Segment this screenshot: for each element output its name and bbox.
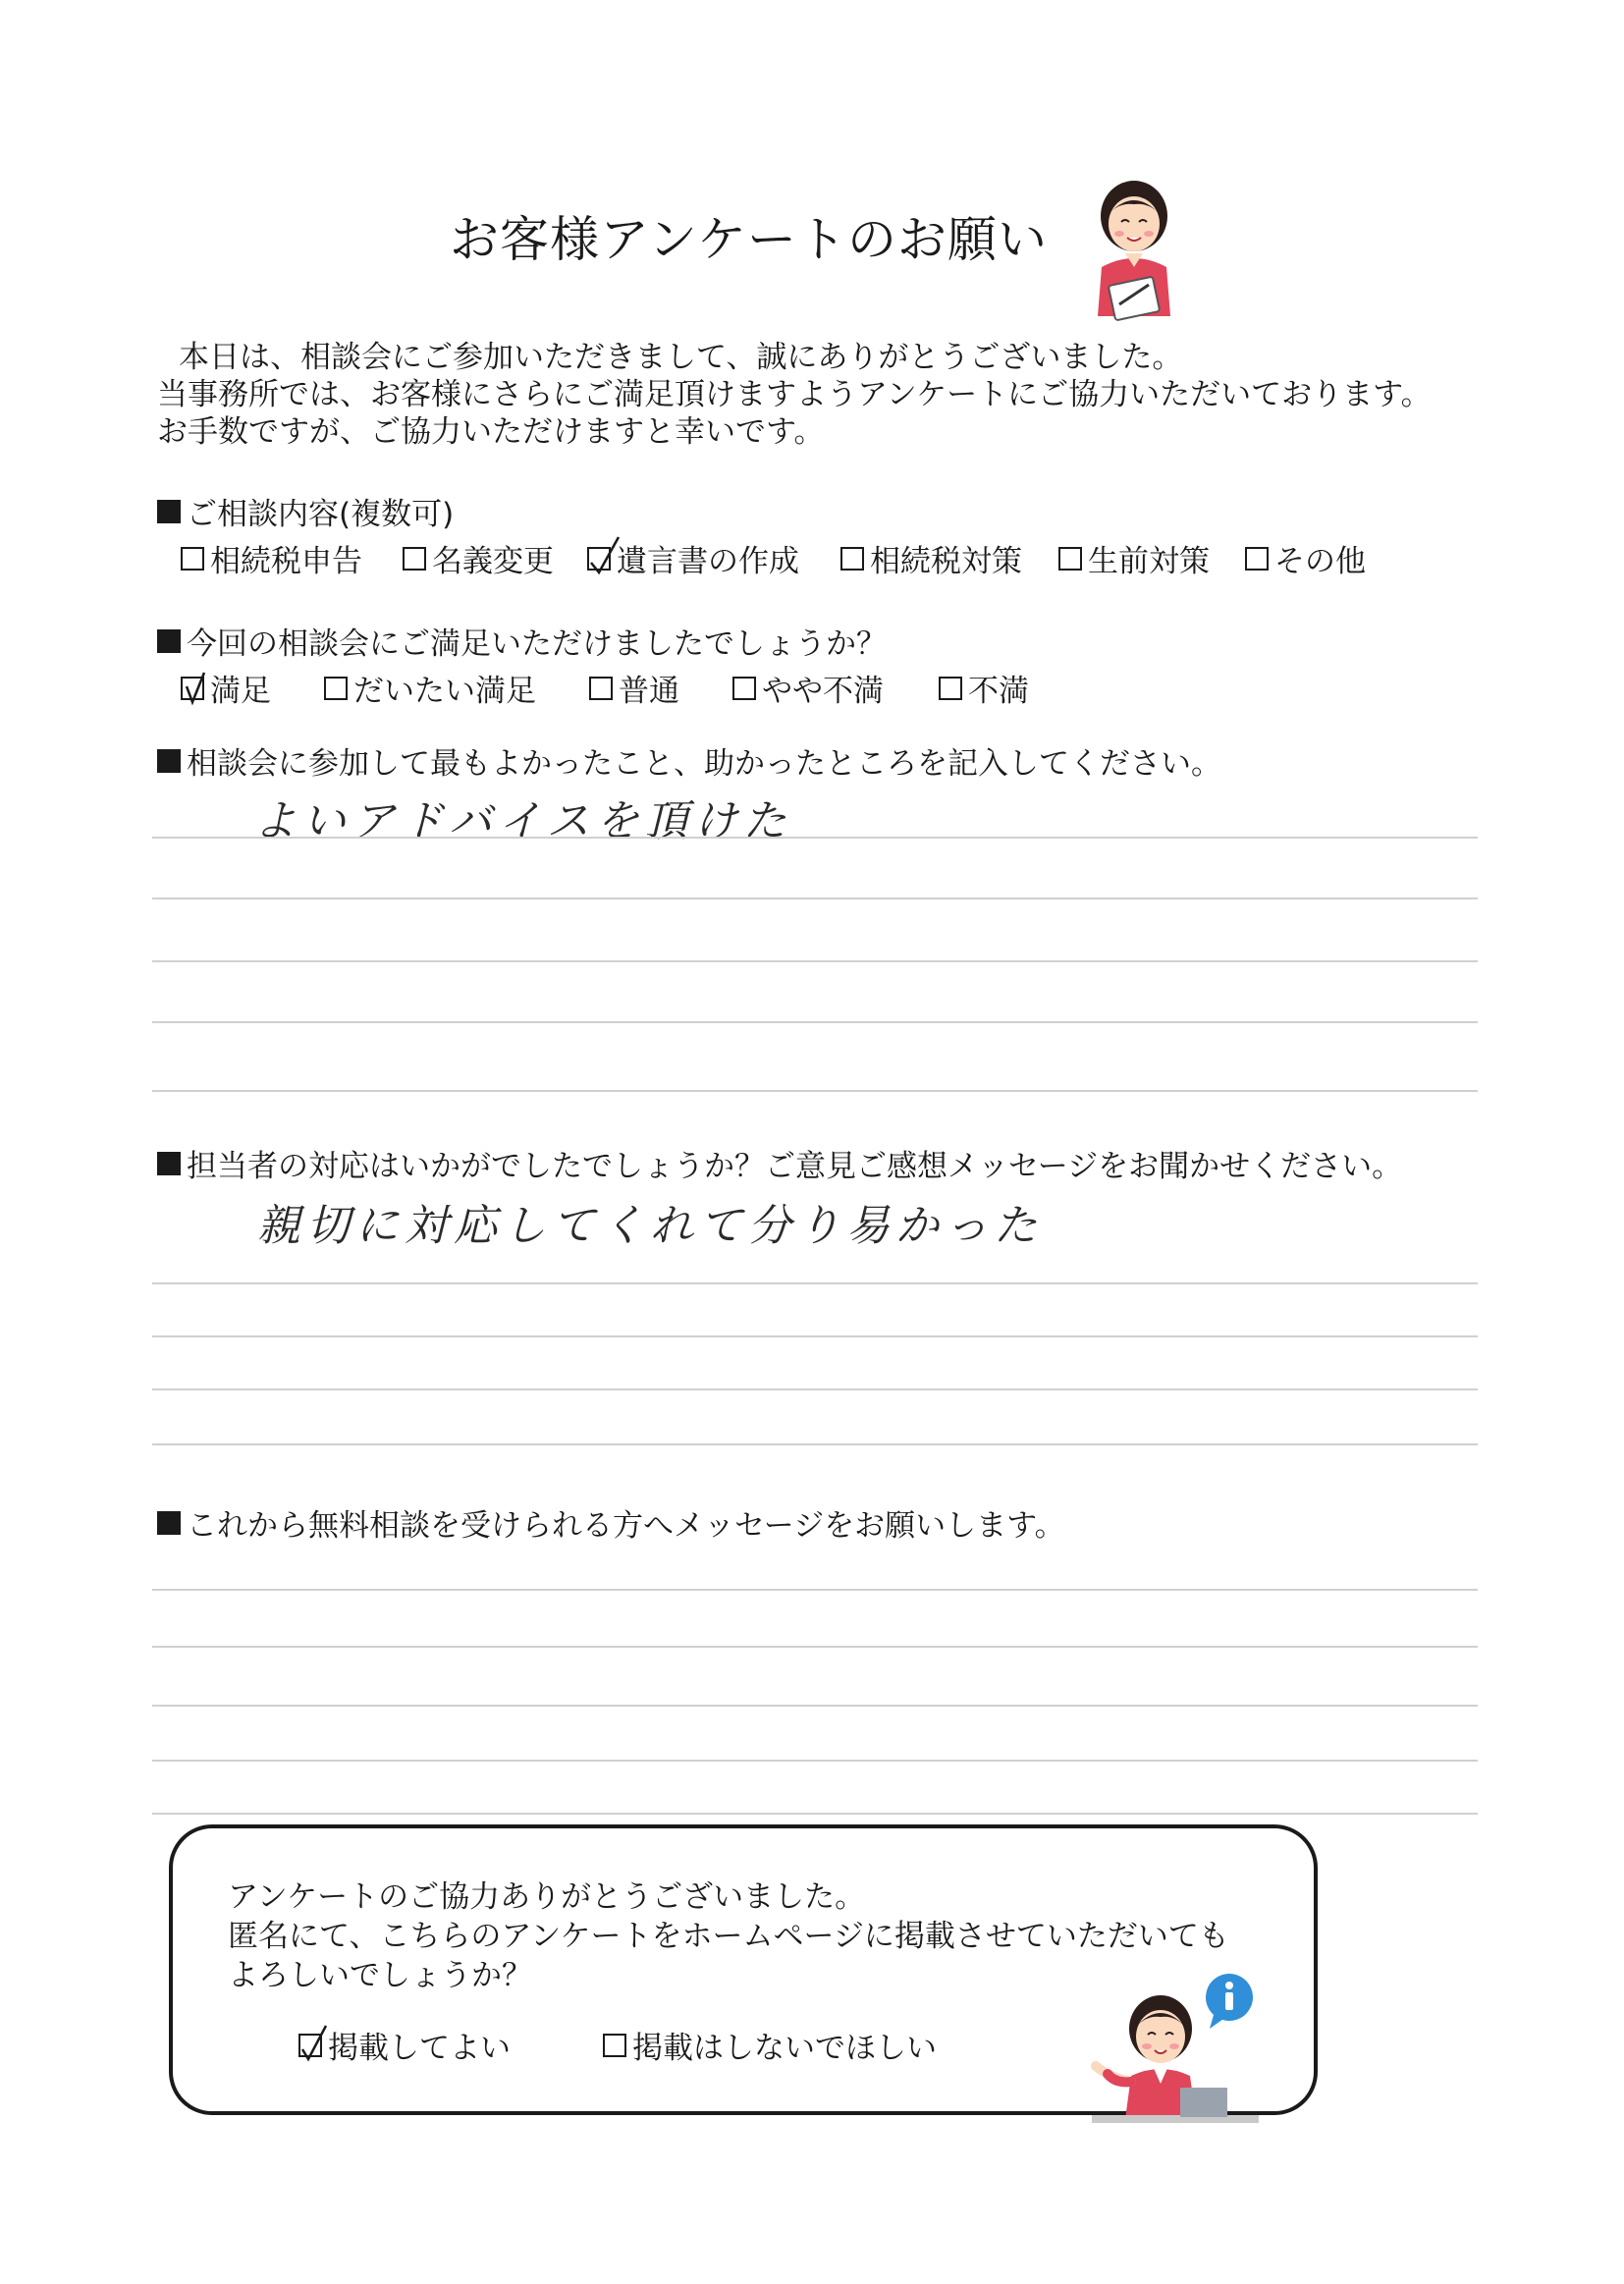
checkbox[interactable]	[403, 547, 426, 571]
answer-line	[152, 960, 1478, 962]
option-label: 掲載してよい	[328, 2031, 511, 2066]
option-label: 相続税対策	[870, 544, 1022, 579]
intro-line-1: 本日は、相談会にご参加いただきまして、誠にありがとうございました。	[179, 340, 1183, 375]
option-label: 不満	[968, 674, 1029, 709]
checkbox[interactable]	[732, 677, 756, 700]
square-bullet-icon	[157, 749, 181, 773]
closing-line-1: アンケートのご協力ありがとうございました。	[228, 1879, 866, 1915]
checkbox-checked[interactable]	[587, 547, 611, 571]
checkbox[interactable]	[181, 547, 204, 571]
square-bullet-icon	[157, 629, 181, 653]
closing-line-3: よろしいでしょうか？	[228, 1958, 532, 1993]
answer-line	[152, 897, 1478, 899]
q1-option[interactable]	[181, 536, 362, 580]
q4-handwritten-answer: 親切に対応してくれて分り易かった	[257, 1201, 1043, 1251]
checkbox[interactable]	[1058, 547, 1082, 571]
answer-line	[152, 1646, 1478, 1648]
q1-options	[0, 536, 1624, 579]
consent-option-decline[interactable]	[603, 2023, 937, 2067]
q3-heading	[157, 738, 1221, 783]
checkbox[interactable]	[603, 2034, 626, 2057]
option-label: 普通	[619, 674, 679, 709]
checkbox[interactable]	[840, 547, 864, 571]
check-mark-icon	[585, 533, 624, 576]
q2-option[interactable]	[324, 666, 536, 710]
q4-heading-text: 担当者の対応はいかがでしたでしょうか？ご意見ご感想メッセージをお聞かせください。	[187, 1149, 1403, 1184]
page-title: お客様アンケートのお願い	[450, 211, 1048, 268]
q2-option[interactable]	[939, 666, 1029, 710]
intro-line-2: 当事務所では、お客様にさらにご満足頂けますようアンケートにご協力いただいております。	[157, 377, 1432, 412]
answer-line	[152, 837, 1478, 839]
woman-guide-with-info-bubble-illustration	[1086, 1964, 1259, 2137]
q1-option[interactable]	[1245, 536, 1366, 580]
q3-handwritten-answer: よいアドバイスを頂けた	[253, 796, 792, 846]
woman-with-clipboard-illustration	[1080, 179, 1188, 321]
consent-options	[0, 2023, 1624, 2066]
option-label: 生前対策	[1088, 544, 1210, 579]
answer-line	[152, 1813, 1478, 1815]
option-label: 名義変更	[432, 544, 554, 579]
q2-heading	[157, 619, 887, 663]
answer-line	[152, 1589, 1478, 1591]
answer-line	[152, 1282, 1478, 1284]
option-label: 遺言書の作成	[617, 544, 799, 579]
checkbox-checked[interactable]	[181, 677, 204, 700]
option-label: だいたい満足	[353, 674, 536, 709]
q5-heading-text: これから無料相談を受けられる方へメッセージをお願いします。	[187, 1508, 1065, 1544]
answer-line	[152, 1335, 1478, 1337]
closing-line-2: 匿名にて、こちらのアンケートをホームページに掲載させていただいても	[228, 1919, 1229, 1954]
q2-heading-text: 今回の相談会にご満足いただけましたでしょうか？	[187, 626, 887, 662]
check-mark-icon	[179, 663, 218, 706]
checkbox[interactable]	[939, 677, 962, 700]
option-label: 満足	[210, 674, 271, 709]
answer-line	[152, 1443, 1478, 1445]
square-bullet-icon	[157, 500, 181, 523]
q1-option[interactable]	[1058, 536, 1210, 580]
checkbox[interactable]	[1245, 547, 1269, 571]
answer-line	[152, 1760, 1478, 1762]
q1-heading-text: ご相談内容(複数可)	[187, 497, 455, 532]
option-label: やや不満	[762, 674, 884, 709]
option-label: 掲載はしないでほしい	[632, 2031, 937, 2066]
q1-option[interactable]	[840, 536, 1022, 580]
square-bullet-icon	[157, 1152, 181, 1175]
option-label: その他	[1274, 544, 1366, 579]
square-bullet-icon	[157, 1511, 181, 1535]
q4-heading	[157, 1141, 1402, 1185]
q3-heading-text: 相談会に参加して最もよかったこと、助かったところを記入してください。	[187, 746, 1221, 782]
answer-line	[152, 1090, 1478, 1092]
q2-option[interactable]	[589, 666, 679, 710]
checkbox[interactable]	[589, 677, 613, 700]
q1-heading	[157, 489, 454, 533]
check-mark-icon	[297, 2020, 336, 2063]
option-label: 相続税申告	[210, 544, 362, 579]
consent-option-allow[interactable]	[298, 2023, 511, 2067]
q1-option[interactable]	[403, 536, 554, 580]
q2-option[interactable]	[181, 666, 271, 710]
checkbox[interactable]	[324, 677, 348, 700]
q5-heading	[157, 1500, 1065, 1545]
q2-options	[0, 666, 1624, 709]
intro-line-3: お手数ですが、ご協力いただけますと幸いです。	[157, 414, 825, 450]
answer-line	[152, 1021, 1478, 1023]
answer-line	[152, 1388, 1478, 1390]
q1-option[interactable]	[587, 536, 799, 580]
answer-line	[152, 1705, 1478, 1707]
q2-option[interactable]	[732, 666, 884, 710]
checkbox-checked[interactable]	[298, 2034, 322, 2057]
